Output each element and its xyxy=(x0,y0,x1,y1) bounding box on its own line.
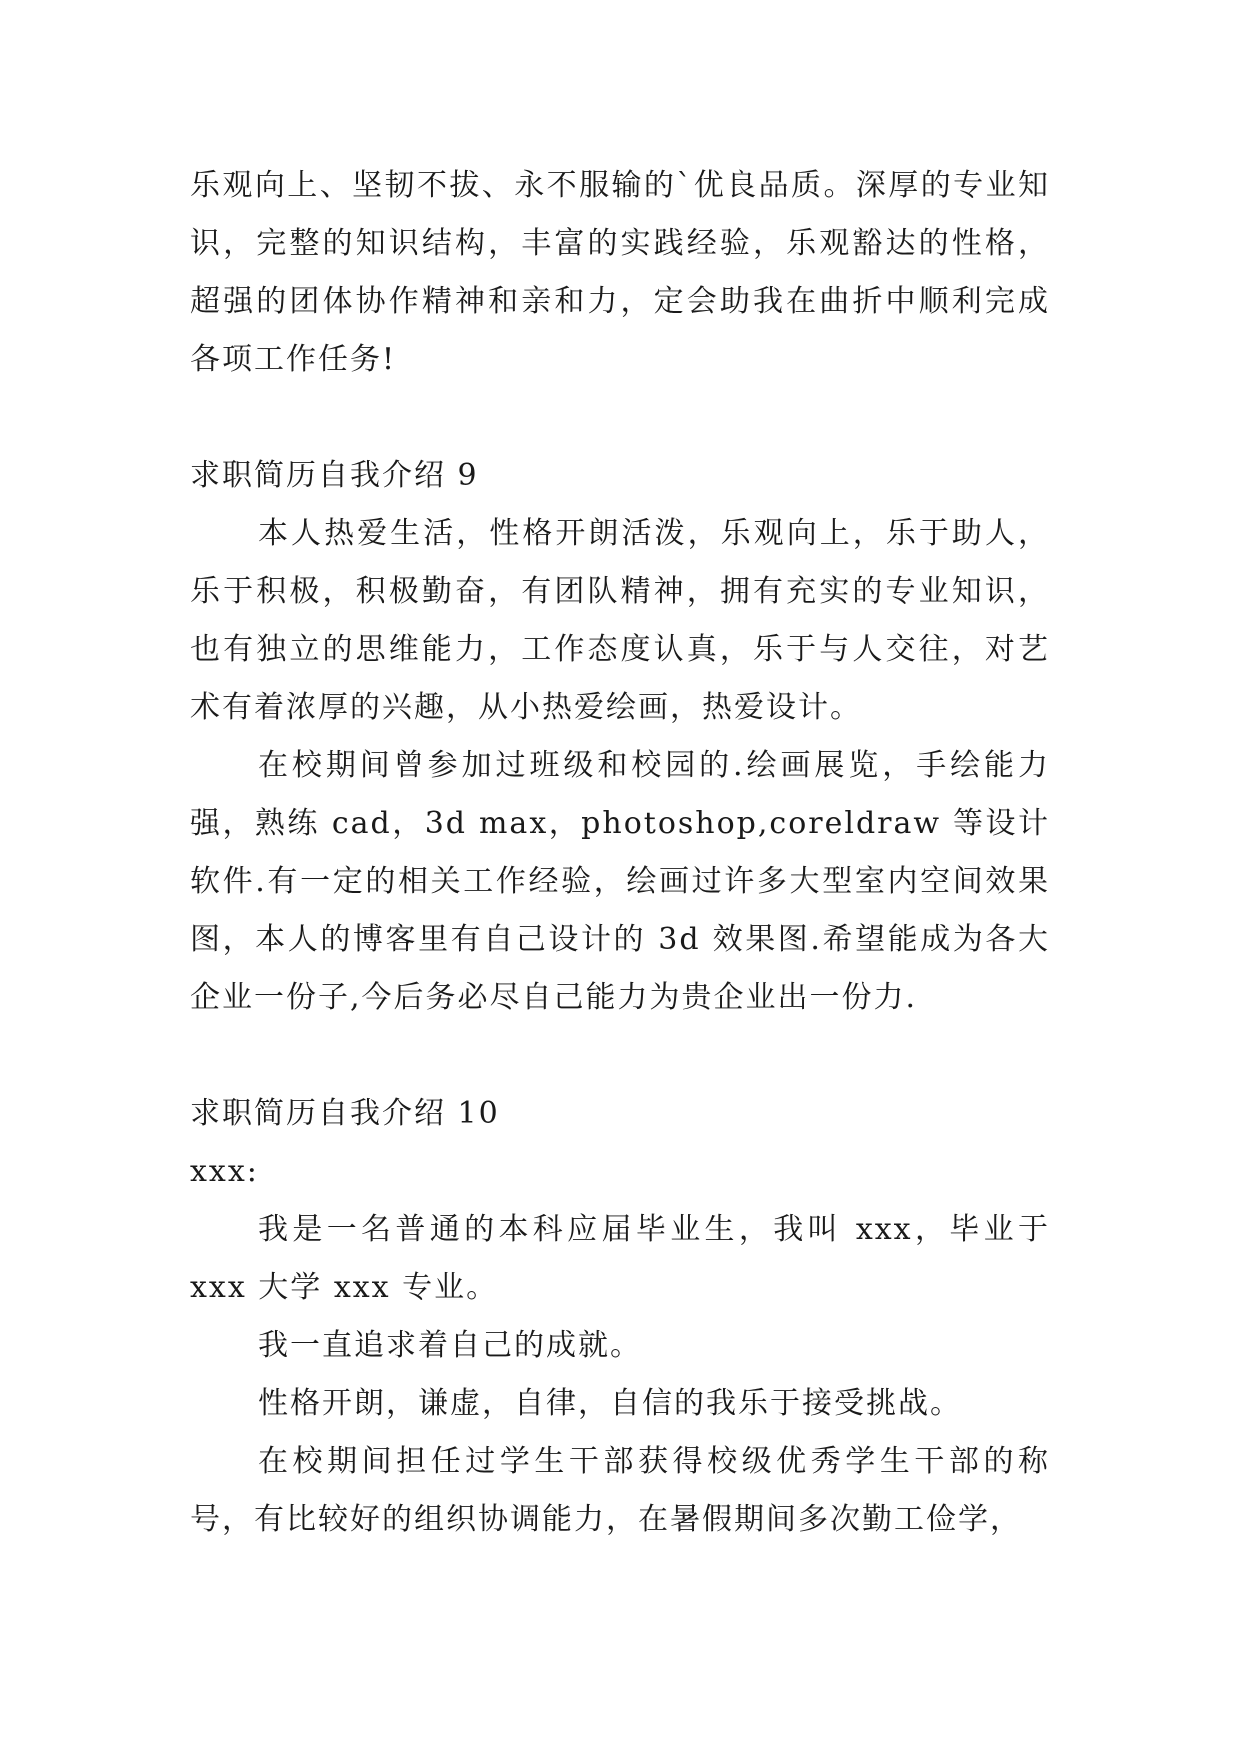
section-spacer xyxy=(190,1027,1050,1085)
document-body xyxy=(190,157,1050,1549)
paragraph-9-2: 在校期间曾参加过班级和校园的.绘画展览，手绘能力强，熟练 cad，3d max，photoshop,coreldraw 等设计软件.有一定的相关工作经验，绘画过许多大型室内空间效果图，本人的博客里有自己设计的 3d 效果图.希望能成为各大企业一份子,今后务必尽自己能力为贵企业出一份力. xyxy=(190,748,1050,1015)
paragraph-10-4: 在校期间担任过学生干部获得校级优秀学生干部的称号，有比较好的组织协调能力，在暑假期间多次勤工俭学， xyxy=(190,1444,1050,1537)
paragraph-10-2: 我一直追求着自己的成就。 xyxy=(258,1328,642,1363)
paragraph-intro-continued: 乐观向上、坚韧不拔、永不服输的`优良品质。深厚的专业知识，完整的知识结构，丰富的实践经验，乐观豁达的性格，超强的团体协作精神和亲和力，定会助我在曲折中顺利完成各项工作任务! xyxy=(190,168,1050,377)
section-spacer xyxy=(190,389,1050,447)
salutation: xxx: xyxy=(190,1154,259,1189)
paragraph-10-3: 性格开朗，谦虚，自律，自信的我乐于接受挑战。 xyxy=(258,1386,962,1421)
section-heading-10: 求职简历自我介绍 10 xyxy=(190,1096,500,1131)
paragraph-10-1: 我是一名普通的本科应届毕业生，我叫 xxx，毕业于 xxx 大学 xxx 专业。 xyxy=(190,1212,1050,1305)
section-heading-9: 求职简历自我介绍 9 xyxy=(190,458,479,493)
paragraph-9-1: 本人热爱生活，性格开朗活泼，乐观向上，乐于助人，乐于积极，积极勤奋，有团队精神，拥有充实的专业知识，也有独立的思维能力，工作态度认真，乐于与人交往，对艺术有着浓厚的兴趣，从小热爱绘画，热爱设计。 xyxy=(190,516,1050,725)
